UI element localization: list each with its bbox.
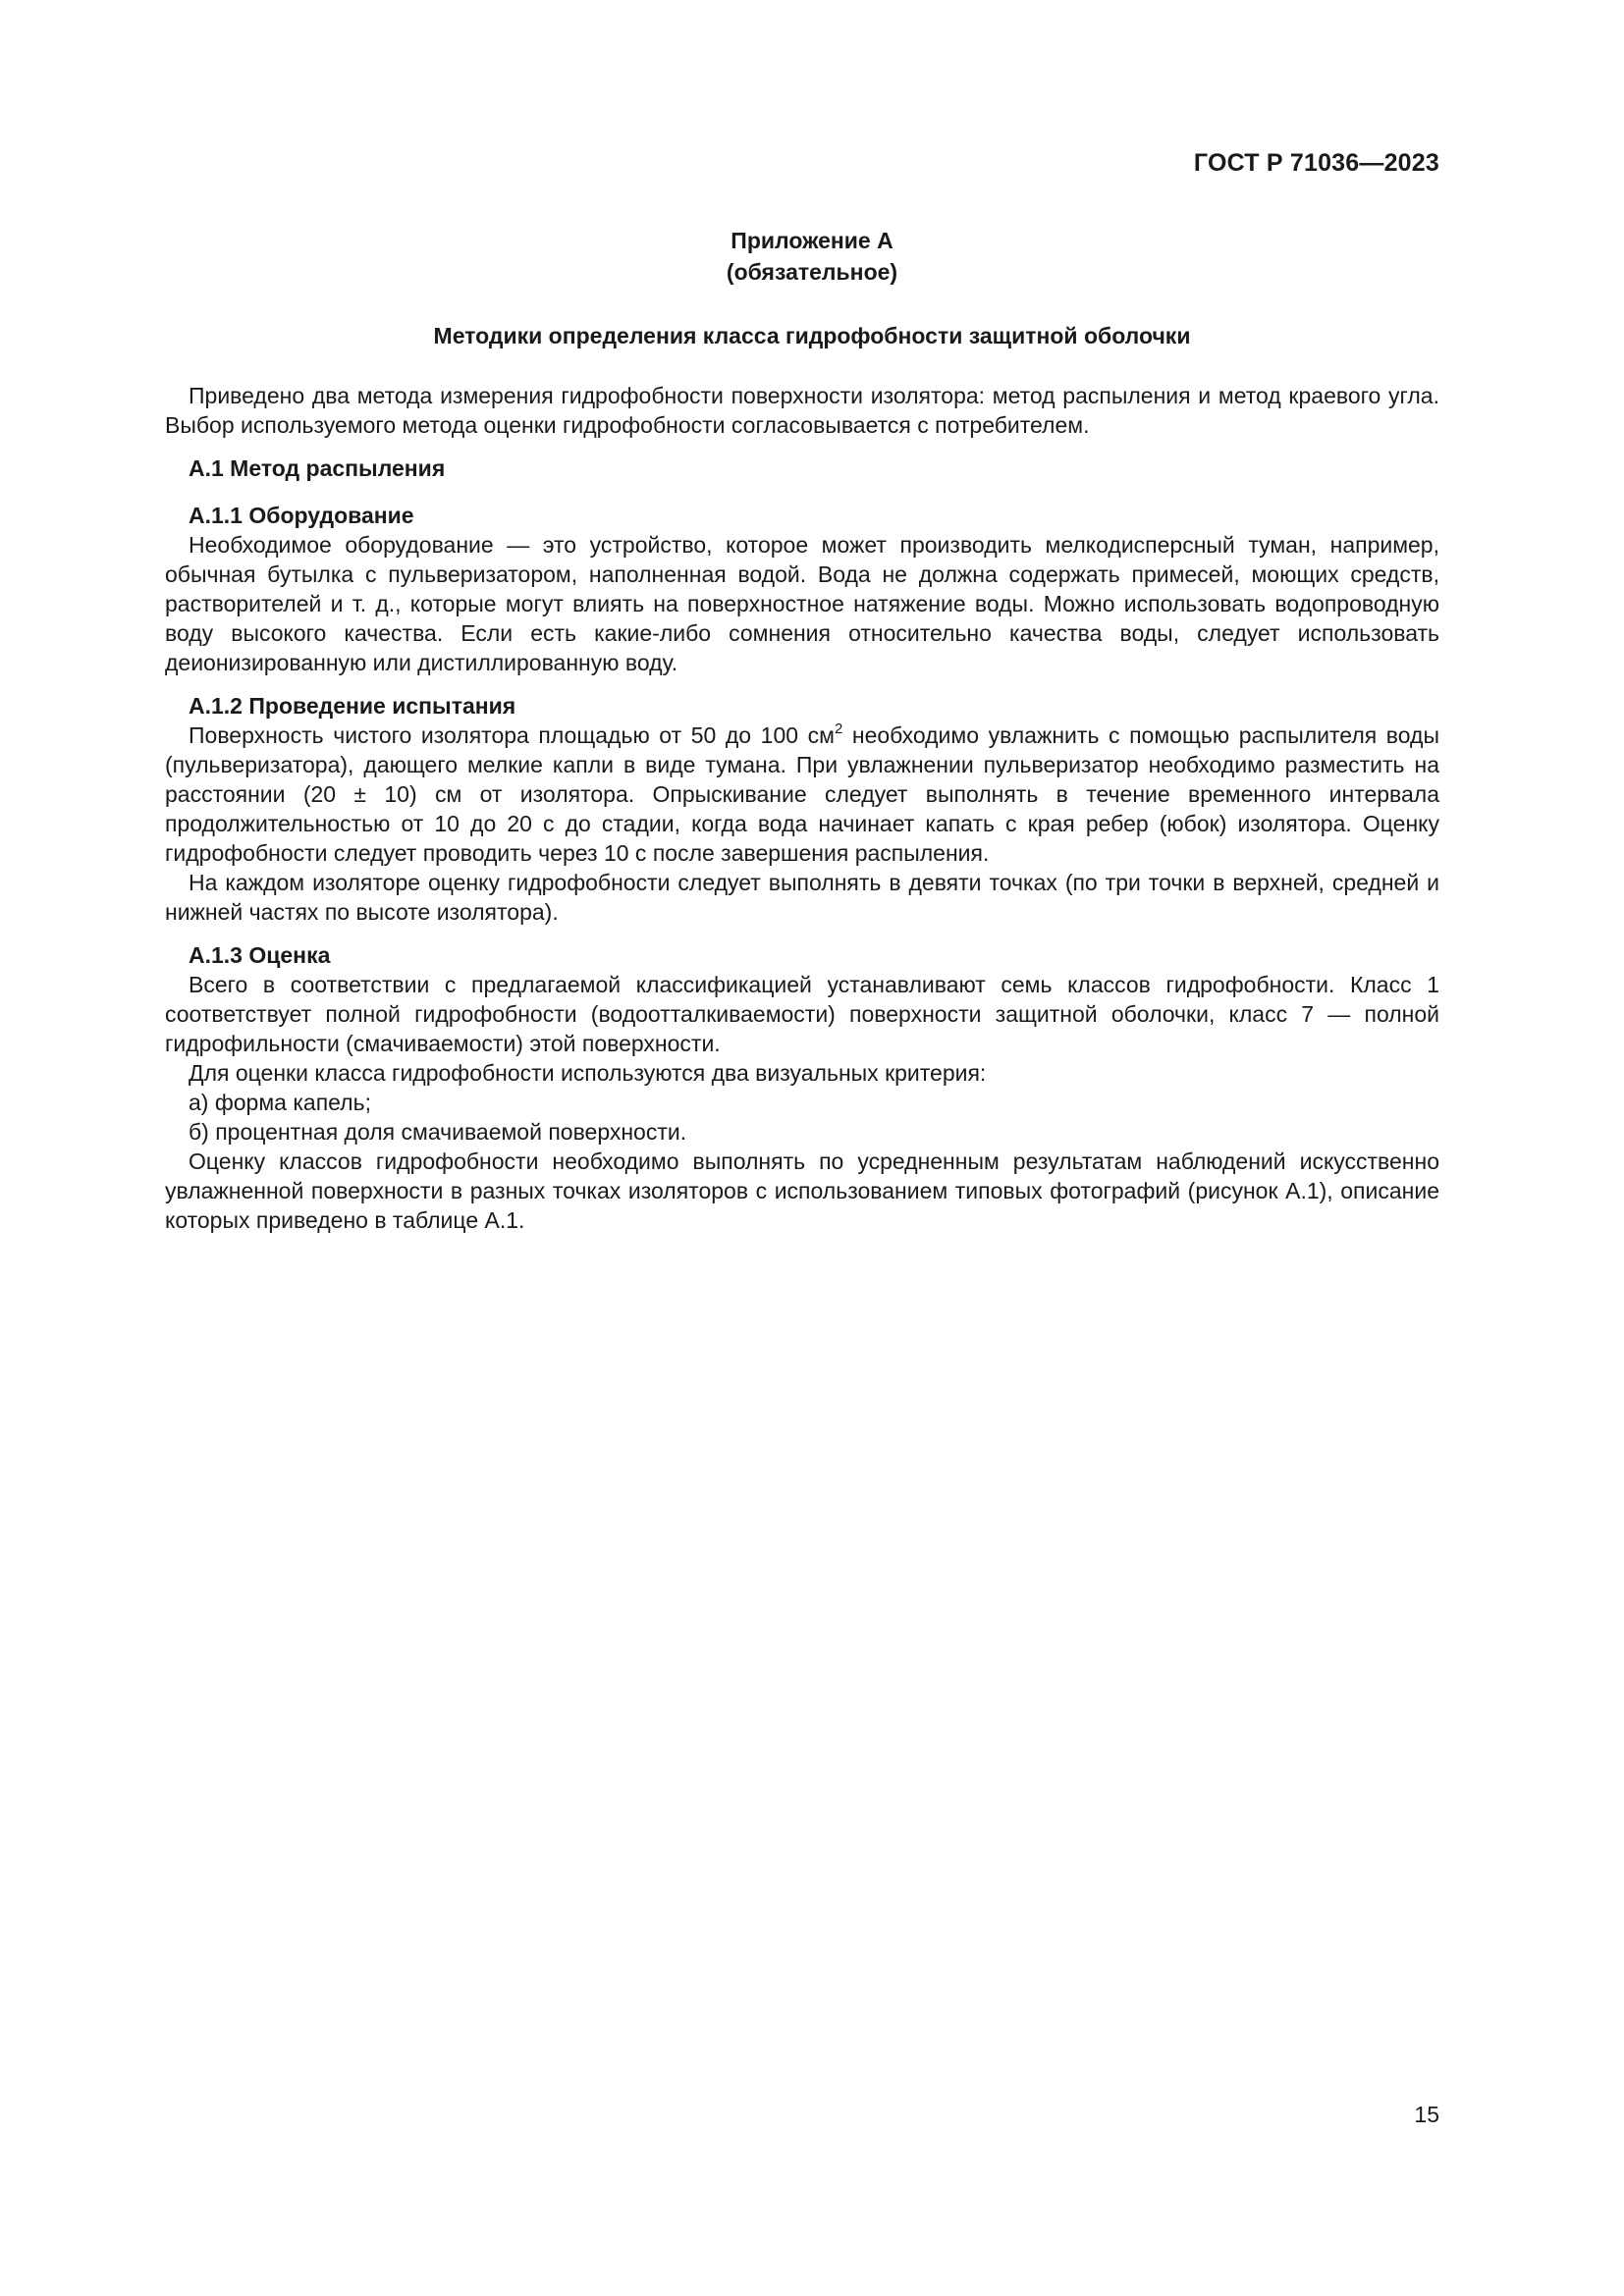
superscript-2: 2 bbox=[834, 721, 843, 737]
page-number: 15 bbox=[1414, 2102, 1439, 2127]
a12-text-part-1: Поверхность чистого изолятора площадью от 50 до 100 см bbox=[189, 722, 835, 748]
section-a13-paragraph-1: Всего в соответствии с предлагаемой классификацией устанавливают семь классов гидрофобности. Класс 1 соответствует полной гидрофобности (водоотталкиваемости) поверхности защитной оболочки, класс 7 — полной гидрофильности (смачиваемости) этой поверхности. bbox=[165, 972, 1439, 1056]
appendix-title: Приложение А bbox=[731, 228, 893, 253]
criteria-list-item-a: а) форма капель; bbox=[189, 1090, 371, 1115]
section-a11-paragraph: Необходимое оборудование — это устройство, которое может производить мелкодисперсный туман, например, обычная бутылка с пульверизатором, наполненная водой. Вода не должна содержать примесей, моющих средств, растворителей и т. д., которые могут влиять на поверхностное натяжение воды. Можно использовать водопроводную воду высокого качества. Если есть какие-либо сомнения относительно качества воды, следует использовать деионизированную или дистиллированную воду. bbox=[165, 532, 1439, 675]
document-code: ГОСТ Р 71036—2023 bbox=[1193, 149, 1439, 177]
intro-paragraph: Приведено два метода измерения гидрофобности поверхности изолятора: метод распыления и метод краевого угла. Выбор используемого метода оценки гидрофобности согласовывается с потребителем. bbox=[165, 383, 1439, 438]
document-body bbox=[165, 381, 1439, 1235]
section-a11-heading: А.1.1 Оборудование bbox=[189, 503, 414, 528]
section-a13-paragraph-5: Оценку классов гидрофобности необходимо выполнять по усредненным результатам наблюдений искусственно увлажненной поверхности в разных точках изоляторов с использованием типовых фотографий (рисунок А.1), описание которых приведено в таблице А.1. bbox=[165, 1148, 1439, 1233]
section-a1-heading: А.1 Метод распыления bbox=[189, 455, 446, 481]
appendix-status: (обязательное) bbox=[726, 259, 898, 285]
a12-text-part-2: необходимо увлажнить с помощью распылителя воды (пульверизатора), дающего мелкие капли в виде тумана. При увлажнении пульверизатор необходимо разместить на расстоянии (20 ± 10) см от изолятора. Опрыскивание следует выполнять в течение временного интервала продолжительностью от 10 до 20 с до стадии, когда вода начинает капать с края ребер (юбок) изолятора. Оценку гидрофобности следует проводить через 10 с после завершения распыления. bbox=[165, 722, 1439, 866]
section-a12-paragraph-1 bbox=[165, 721, 1439, 868]
section-a12-heading: А.1.2 Проведение испытания bbox=[189, 693, 516, 719]
appendix-heading: Методики определения класса гидрофобности защитной оболочки bbox=[433, 323, 1191, 348]
section-a13-paragraph-2: Для оценки класса гидрофобности используются два визуальных критерия: bbox=[189, 1060, 987, 1086]
criteria-list-item-b: б) процентная доля смачиваемой поверхности. bbox=[189, 1119, 687, 1145]
section-a13-heading: А.1.3 Оценка bbox=[189, 942, 331, 968]
section-a12-paragraph-2: На каждом изоляторе оценку гидрофобности следует выполнять в девяти точках (по три точки в верхней, средней и нижней частях по высоте изолятора). bbox=[165, 870, 1439, 925]
